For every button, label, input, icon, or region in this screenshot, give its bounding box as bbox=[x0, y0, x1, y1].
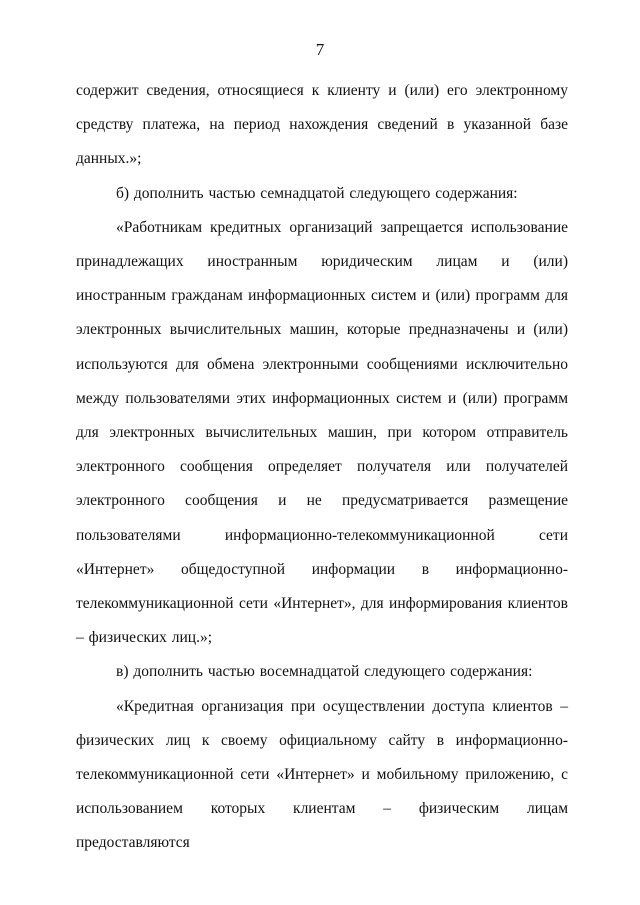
page-number: 7 bbox=[315, 40, 325, 59]
paragraph-item-b: б) дополнить частью семнадцатой следующего содержания: bbox=[116, 184, 518, 202]
paragraph-part-18-text: «Кредитная организация при осуществлении доступа клиентов – физических лиц к своему официальному сайту в информационно-телекоммуникационной сети «Интернет» и мобильному приложению, с использованием которых клиентам – физическим лицам предоставляются bbox=[76, 697, 568, 852]
paragraph-continuation: содержит сведения, относящиеся к клиенту и (или) его электронному средству платежа, на период нахождения сведений в указанной базе данных.»; bbox=[76, 82, 568, 168]
paragraph-item-v: в) дополнить частью восемнадцатой следующего содержания: bbox=[116, 663, 533, 681]
document-body bbox=[76, 74, 568, 861]
paragraph-part-17-text: «Работникам кредитных организаций запрещается использование принадлежащих иностранным юридическим лицам и (или) иностранным гражданам информационных систем и (или) программ для электронных вычислительных машин, которые предназначены и (или) используются для обмена электронными сообщениями исключительно между пользователями этих информационных систем и (или) программ для электронных вычислительных машин, при котором отправитель электронного сообщения определяет получателя или получателей электронного сообщения и не предусматривается размещение пользователями информационно-телекоммуникационной сети «Интернет» общедоступной информации в информационно-телекоммуникационной сети «Интернет», для информирования клиентов – физических лиц.»; bbox=[76, 218, 568, 647]
